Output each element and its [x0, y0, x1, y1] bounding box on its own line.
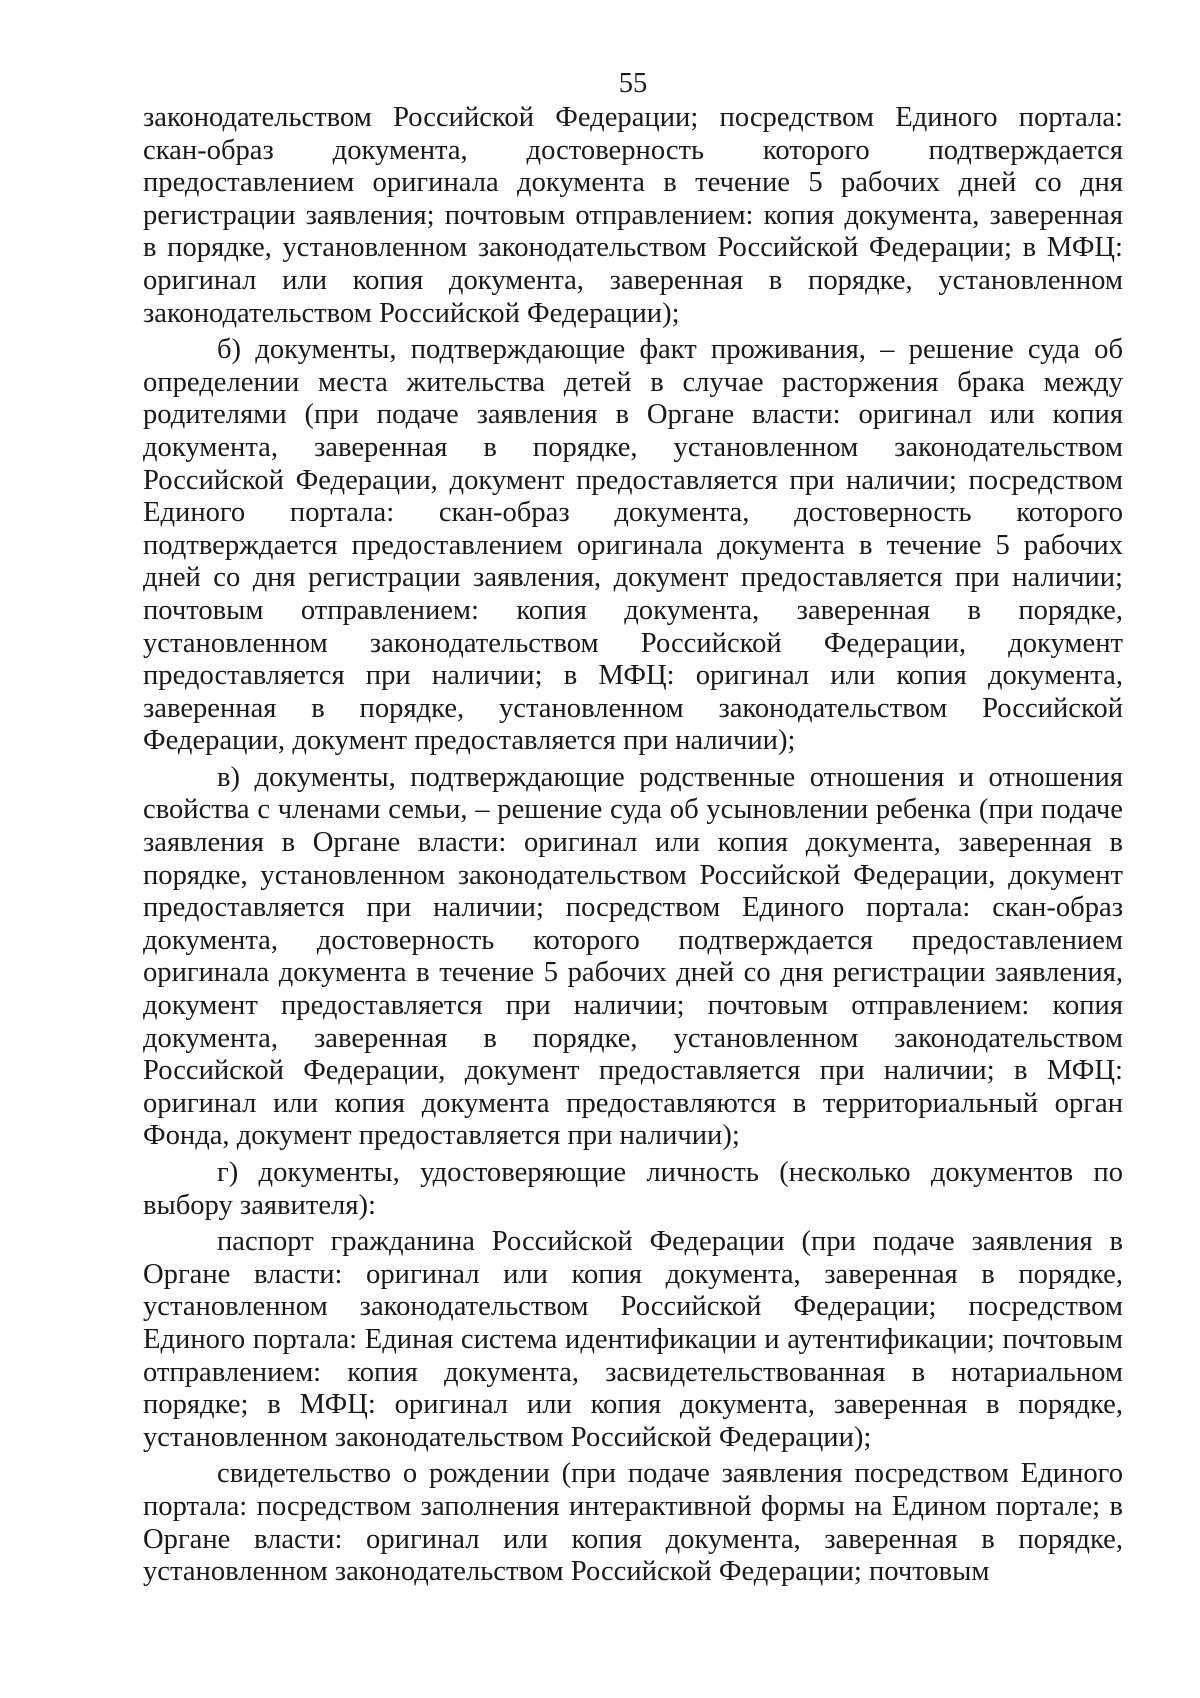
paragraph-continuation: законодательством Российской Федерации; посредством Единого портала: скан-образ документа, достоверность которого подтверждается предоставлением оригинала документа в течение 5 рабочих дней со дня регистрации заявления; почтовым отправлением: копия документа, заверенная в порядке, установленном законодательством Российской Федерации; в МФЦ: оригинал или копия документа, заверенная в порядке, установленном законодательством Российской Федерации);: [143, 102, 1123, 329]
document-page: [143, 68, 1123, 1589]
paragraph-item-g: г) документы, удостоверяющие личность (несколько документов по выбору заявителя):: [143, 1157, 1123, 1221]
paragraph-passport: паспорт гражданина Российской Федерации (при подаче заявления в Органе власти: оригинал или копия документа, заверенная в порядке, установленном законодательством Российской Федерации; посредством Единого портала: Единая система идентификации и аутентификации; почтовым отправлением: копия документа, засвидетельствованная в нотариальном порядке; в МФЦ: оригинал или копия документа, заверенная в порядке, установленном законодательством Российской Федерации);: [143, 1226, 1123, 1453]
page-number: 55: [618, 68, 648, 99]
paragraph-item-b: б) документы, подтверждающие факт проживания, – решение суда об определении места жительства детей в случае расторжения брака между родителями (при подаче заявления в Органе власти: оригинал или копия документа, заверенная в порядке, установленном законодательством Российской Федерации, документ предоставляется при наличии; посредством Единого портала: скан-образ документа, достоверность которого подтверждается предоставлением оригинала документа в течение 5 рабочих дней со дня регистрации заявления, документ предоставляется при наличии; почтовым отправлением: копия документа, заверенная в порядке, установленном законодательством Российской Федерации, документ предоставляется при наличии; в МФЦ: оригинал или копия документа, заверенная в порядке, установленном законодательством Российской Федерации, документ предоставляется при наличии);: [143, 334, 1123, 757]
paragraph-birth-certificate: свидетельство о рождении (при подаче заявления посредством Единого портала: посредством заполнения интерактивной формы на Едином портале; в Органе власти: оригинал или копия документа, заверенная в порядке, установленном законодательством Российской Федерации; почтовым: [143, 1458, 1123, 1588]
paragraph-item-v: в) документы, подтверждающие родственные отношения и отношения свойства с членами семьи, – решение суда об усыновлении ребенка (при подаче заявления в Органе власти: оригинал или копия документа, заверенная в порядке, установленном законодательством Российской Федерации, документ предоставляется при наличии; посредством Единого портала: скан-образ документа, достоверность которого подтверждается предоставлением оригинала документа в течение 5 рабочих дней со дня регистрации заявления, документ предоставляется при наличии; почтовым отправлением: копия документа, заверенная в порядке, установленном законодательством Российской Федерации, документ предоставляется при наличии; в МФЦ: оригинал или копия документа предоставляются в территориальный орган Фонда, документ предоставляется при наличии);: [143, 761, 1123, 1152]
